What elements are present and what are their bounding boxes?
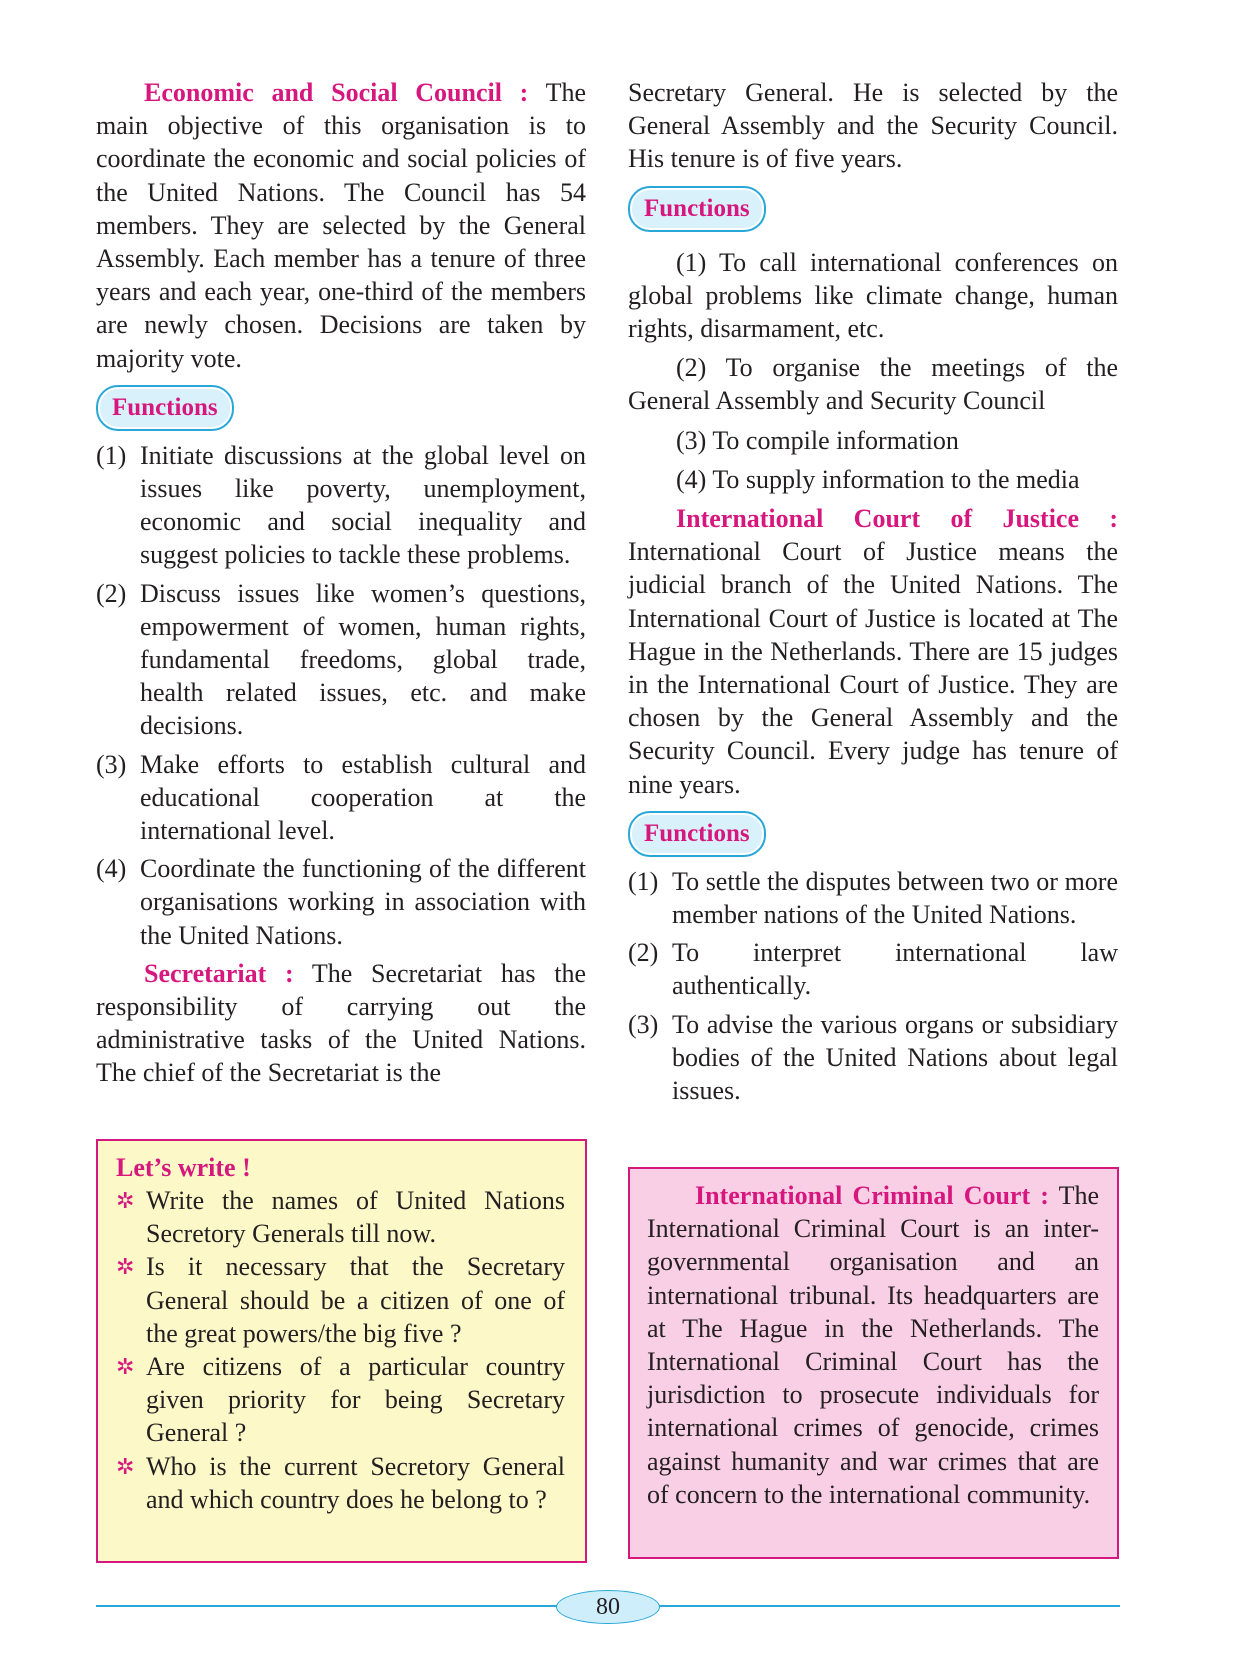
icj-functions-label: Functions — [628, 811, 766, 857]
icc-paragraph — [647, 1179, 1099, 1511]
list-item-text: To advise the various organs or subsidiary bodies of the United Nations about legal issues. — [672, 1009, 1118, 1106]
lets-write-title: Let’s write ! — [116, 1153, 251, 1182]
list-item-text: Make efforts to establish cultural and educational cooperation at the international level. — [140, 749, 586, 846]
list-item — [628, 936, 1118, 1002]
icc-heading: International Criminal Court : — [695, 1181, 1049, 1210]
secretary-functions-label: Functions — [628, 186, 766, 232]
icj-heading: International Court of Justice : — [676, 504, 1118, 534]
asterisk-bullet-icon: ✲ — [116, 1453, 135, 1479]
icj-body: International Court of Justice means the judicial branch of the United Nations. The International Court of Justice is located at The Hague in the Netherlands. There are 15 judges in the International Court of Justice. They are chosen by the General Assembly and the Security Council. Every judge has tenure of nine years. — [628, 537, 1118, 799]
list-item — [628, 1008, 1118, 1108]
list-item-text: Discuss issues like women’s questions, empowerment of women, human rights, fundamental freedoms, global trade, health related issues, etc. and make decisions. — [140, 578, 586, 741]
ecosoc-body: The main objective of this organisation is to coordinate the economic and social policies of the United Nations. The Council has 54 members. They are selected by the General Assembly. Each member has a tenure of three years and each year, one-third of the members are newly chosen. Decisions are taken by majority vote. — [96, 78, 586, 373]
list-item — [96, 577, 586, 743]
list-item — [628, 865, 1118, 931]
question-item — [116, 1450, 565, 1516]
list-item-text: To settle the disputes between two or more member nations of the United Nations. — [672, 866, 1118, 930]
secretary-function-item: (3) To compile information — [676, 425, 959, 455]
list-item — [96, 748, 586, 848]
question-text: Are citizens of a particular country given priority for being Secretary General ? — [146, 1352, 565, 1448]
question-item — [116, 1184, 565, 1250]
list-item-number: (1) — [628, 866, 659, 896]
list-item-number: (4) — [96, 854, 127, 884]
question-item — [116, 1350, 565, 1450]
list-item-number: (2) — [96, 578, 127, 608]
ecosoc-paragraph — [96, 76, 586, 375]
secretariat-heading: Secretariat : — [144, 958, 294, 988]
asterisk-bullet-icon: ✲ — [116, 1254, 135, 1280]
question-item — [116, 1250, 565, 1350]
question-text: Is it necessary that the Secretary General should be a citizen of one of the great powers/the big five ? — [146, 1252, 565, 1348]
icj-paragraph — [628, 502, 1118, 801]
icc-body: The International Criminal Court is an inter-governmental organisation and an international tribunal. Its headquarters are at The Hague in the Netherlands. The International Criminal Court has the jurisdiction to prosecute individuals for international crimes of genocide, crimes against humanity and war crimes that are of concern to the international community. — [647, 1181, 1099, 1509]
list-item-text: Coordinate the functioning of the different organisations working in association with the United Nations. — [140, 854, 586, 950]
ecosoc-heading: Economic and Social Council : — [144, 78, 529, 107]
question-text: Write the names of United Nations Secretory Generals till now. — [146, 1186, 565, 1249]
asterisk-bullet-icon: ✲ — [116, 1354, 135, 1380]
list-item — [96, 439, 586, 572]
icj-functions-list — [628, 865, 1118, 1107]
right-column — [628, 76, 1118, 1112]
list-item-text: To interpret international law authentically. — [672, 938, 1118, 1001]
left-column — [96, 76, 586, 1090]
secretary-function-item: (2) To organise the meetings of the General Assembly and Security Council — [628, 353, 1118, 416]
list-item-number: (2) — [628, 938, 659, 968]
secretary-function-item: (1) To call international conferences on global problems like climate change, human rights, disarmament, etc. — [628, 247, 1118, 344]
page-number: 80 — [556, 1590, 660, 1624]
list-item — [96, 852, 586, 952]
icc-box — [628, 1167, 1119, 1559]
lets-write-box — [96, 1139, 587, 1563]
list-item-number: (3) — [96, 749, 127, 779]
ecosoc-functions-list — [96, 439, 586, 952]
question-text: Who is the current Secretory General and which country does he belong to ? — [146, 1451, 565, 1514]
secretary-function-item: (4) To supply information to the media — [676, 464, 1080, 494]
list-item-text: Initiate discussions at the global level on issues like poverty, unemployment, economic and social inequality and suggest policies to tackle these problems. — [140, 440, 586, 570]
secretariat-paragraph — [96, 957, 586, 1090]
secretariat-continuation: Secretary General. He is selected by the General Assembly and the Security Council. His tenure is of five years. — [628, 78, 1118, 174]
asterisk-bullet-icon: ✲ — [116, 1188, 135, 1213]
secretariat-body: The Secretariat has the responsibility of carrying out the administrative tasks of the United Nations. The chief of the Secretariat is the — [96, 958, 586, 1088]
list-item-number: (1) — [96, 440, 127, 470]
footer-rule-left — [96, 1605, 558, 1607]
footer-rule-right — [656, 1605, 1120, 1607]
list-item-number: (3) — [628, 1009, 659, 1039]
ecosoc-functions-label: Functions — [96, 385, 234, 431]
